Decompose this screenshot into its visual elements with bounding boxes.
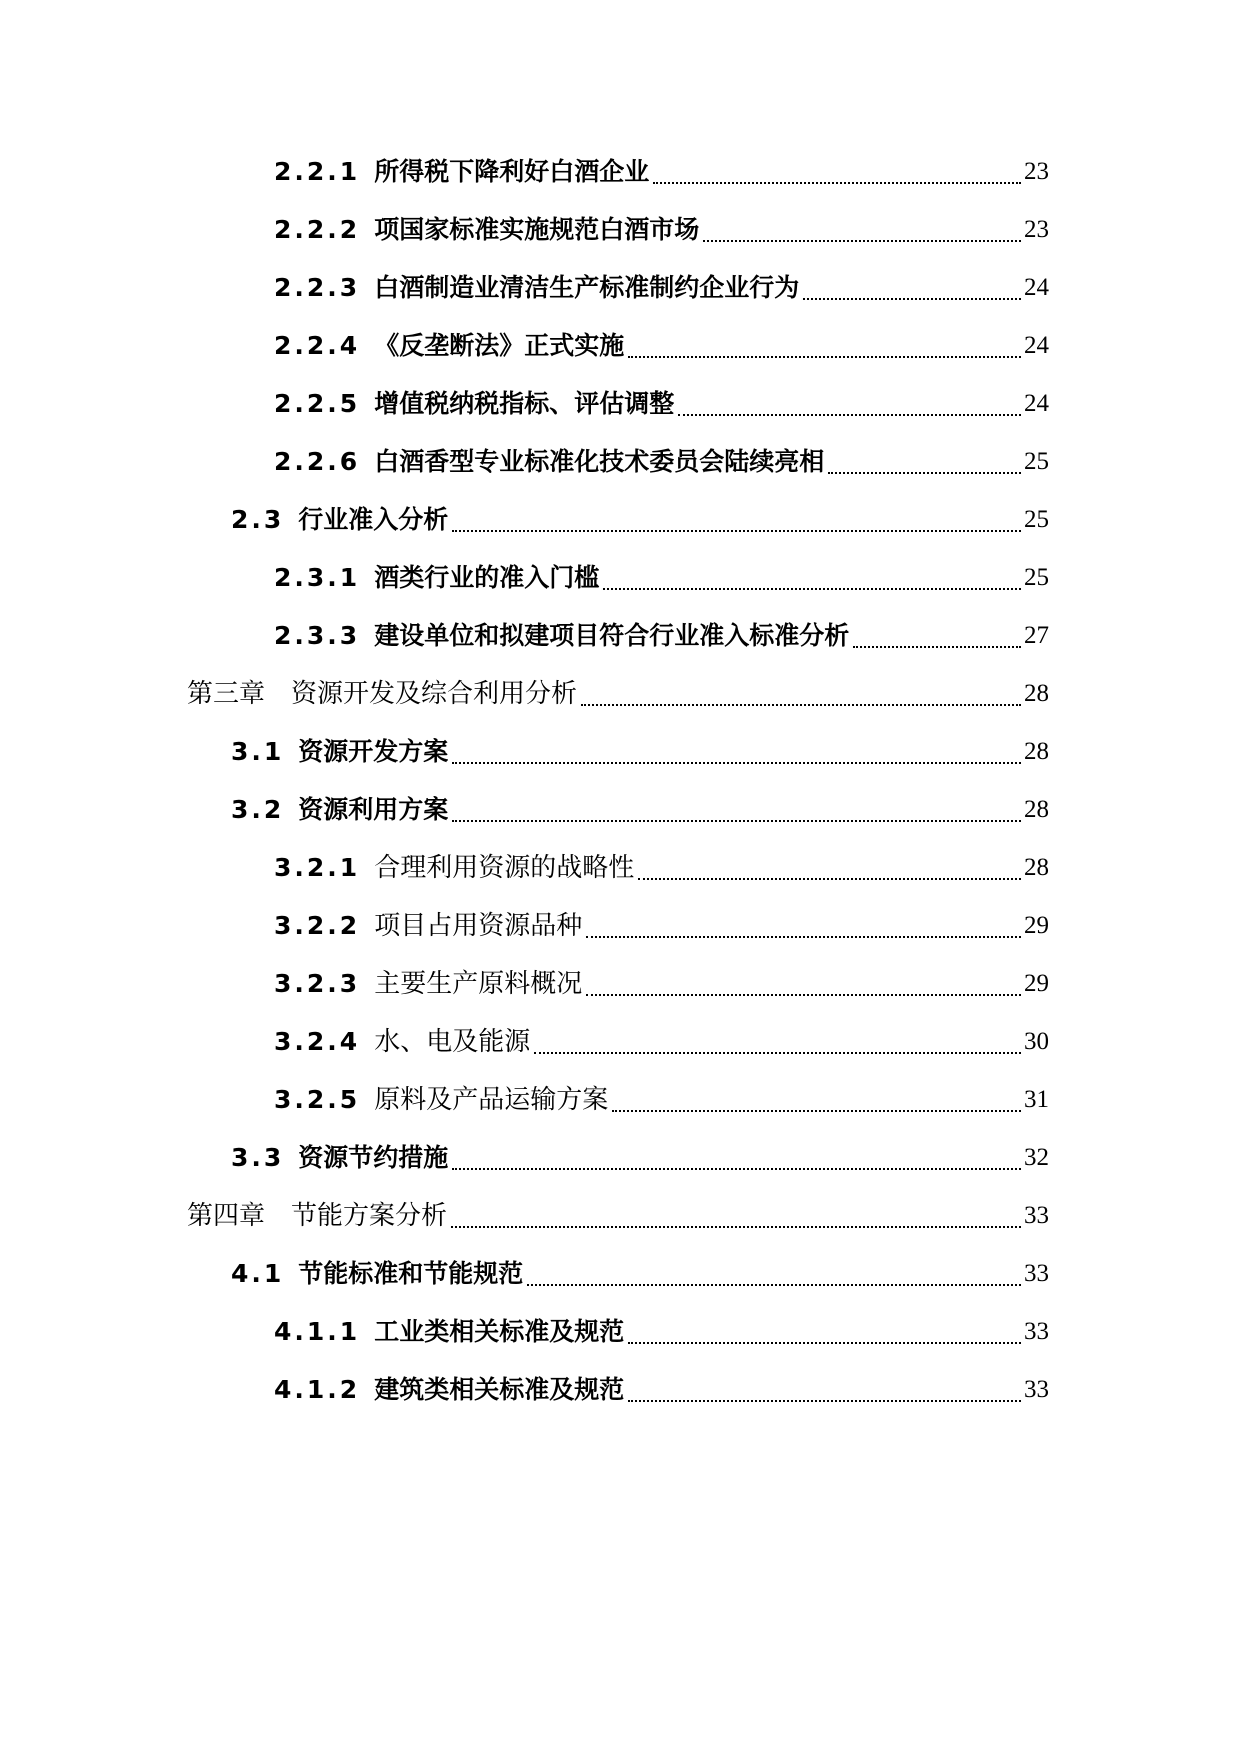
dot-leader (452, 1160, 1021, 1170)
dot-leader (653, 174, 1021, 184)
toc-entry-page: 30 (1024, 1028, 1049, 1055)
dot-leader (581, 696, 1021, 706)
toc-entry-page: 24 (1024, 332, 1049, 359)
toc-entry-page: 28 (1024, 738, 1049, 765)
toc-entry-page: 28 (1024, 854, 1049, 881)
dot-leader (853, 638, 1021, 648)
toc-entry-title: 项目占用资源品种 (374, 911, 583, 941)
toc-entry-page: 29 (1024, 912, 1049, 939)
toc-entry-number: 3.2.4 (274, 1027, 361, 1056)
toc-entry-page: 27 (1024, 622, 1049, 649)
toc-entry-number: 4.1.1 (274, 1317, 361, 1346)
toc-entry-title: 节能标准和节能规范 (298, 1259, 524, 1288)
toc-entry-number: 3.2.2 (274, 911, 361, 940)
dot-leader (628, 1392, 1021, 1402)
toc-entry-number: 2.2.1 (274, 157, 361, 186)
toc-entry-page: 23 (1024, 216, 1049, 243)
toc-entry-page: 24 (1024, 390, 1049, 417)
toc-entry-number: 2.3.3 (274, 621, 361, 650)
toc-entry[interactable] (0, 384, 1241, 424)
dot-leader (586, 986, 1021, 996)
toc-entry-number: 2.2.6 (274, 447, 361, 476)
dot-leader (534, 1044, 1021, 1054)
toc-entry[interactable] (0, 558, 1241, 598)
toc-entry[interactable] (0, 848, 1241, 888)
toc-entry[interactable] (0, 616, 1241, 656)
dot-leader (612, 1102, 1021, 1112)
dot-leader (703, 232, 1021, 242)
toc-entry[interactable] (0, 210, 1241, 250)
toc-entry-number: 3.3 (231, 1143, 285, 1172)
toc-chapter-entry[interactable] (0, 674, 1241, 714)
toc-entry-number: 2.3.1 (274, 563, 361, 592)
dot-leader (452, 812, 1021, 822)
toc-entry-page: 23 (1024, 158, 1049, 185)
toc-entry[interactable] (0, 326, 1241, 366)
toc-entry[interactable] (0, 790, 1241, 830)
toc-entry[interactable] (0, 906, 1241, 946)
toc-entry-page: 33 (1024, 1260, 1049, 1287)
toc-entry-number: 4.1 (231, 1259, 285, 1288)
toc-entry-number: 2.2.4 (274, 331, 361, 360)
dot-leader (628, 348, 1021, 358)
toc-entry[interactable] (0, 964, 1241, 1004)
toc-entry-title: 节能方案分析 (291, 1201, 448, 1231)
toc-entry-title: 建设单位和拟建项目符合行业准入标准分析 (374, 621, 850, 650)
toc-entry[interactable] (0, 268, 1241, 308)
toc-entry-page: 28 (1024, 796, 1049, 823)
toc-entry-page: 25 (1024, 564, 1049, 591)
toc-entry-title: 资源节约措施 (298, 1143, 449, 1172)
dot-leader (452, 522, 1021, 532)
toc-entry[interactable] (0, 1370, 1241, 1410)
toc-entry-title: 酒类行业的准入门槛 (374, 563, 600, 592)
dot-leader (678, 406, 1021, 416)
toc-entry-number: 3.1 (231, 737, 285, 766)
toc-entry[interactable] (0, 152, 1241, 192)
toc-entry-page: 33 (1024, 1202, 1049, 1229)
toc-entry-title: 资源开发方案 (298, 737, 449, 766)
toc-entry-title: 项国家标准实施规范白酒市场 (374, 215, 700, 244)
toc-entry-number: 第三章 (187, 679, 266, 709)
toc-entry-page: 31 (1024, 1086, 1049, 1113)
toc-entry-page: 29 (1024, 970, 1049, 997)
toc-entry-title: 白酒香型专业标准化技术委员会陆续亮相 (374, 447, 825, 476)
dot-leader (603, 580, 1021, 590)
toc-entry-number: 4.1.2 (274, 1375, 361, 1404)
toc-entry-number: 第四章 (187, 1201, 266, 1231)
dot-leader (586, 928, 1021, 938)
toc-entry-page: 25 (1024, 448, 1049, 475)
toc-entry-title: 《反垄断法》正式实施 (374, 331, 625, 360)
toc-entry-number: 3.2 (231, 795, 285, 824)
toc-entry-title: 建筑类相关标准及规范 (374, 1375, 625, 1404)
toc-entry-page: 25 (1024, 506, 1049, 533)
toc-entry[interactable] (0, 442, 1241, 482)
toc-entry-page: 33 (1024, 1318, 1049, 1345)
toc-entry[interactable] (0, 1022, 1241, 1062)
toc-chapter-entry[interactable] (0, 1196, 1241, 1236)
toc-entry[interactable] (0, 732, 1241, 772)
dot-leader (452, 754, 1021, 764)
toc-entry-title: 增值税纳税指标、评估调整 (374, 389, 675, 418)
dot-leader (628, 1334, 1021, 1344)
dot-leader (803, 290, 1021, 300)
toc-entry-page: 33 (1024, 1376, 1049, 1403)
toc-entry[interactable] (0, 1254, 1241, 1294)
toc-entry-title: 合理利用资源的战略性 (374, 853, 635, 883)
toc-entry-page: 24 (1024, 274, 1049, 301)
toc-entry[interactable] (0, 1138, 1241, 1178)
toc-entry-number: 2.3 (231, 505, 285, 534)
dot-leader (527, 1276, 1021, 1286)
toc-entry[interactable] (0, 1080, 1241, 1120)
toc-entry-number: 2.2.2 (274, 215, 361, 244)
toc-entry-page: 32 (1024, 1144, 1049, 1171)
toc-entry-number: 3.2.3 (274, 969, 361, 998)
dot-leader (451, 1218, 1021, 1228)
toc-entry-title: 水、电及能源 (374, 1027, 531, 1057)
toc-entry-title: 工业类相关标准及规范 (374, 1317, 625, 1346)
toc-entry-title: 白酒制造业清洁生产标准制约企业行为 (374, 273, 800, 302)
toc-entry-number: 3.2.5 (274, 1085, 361, 1114)
toc-entry[interactable] (0, 500, 1241, 540)
toc-entry-page: 28 (1024, 680, 1049, 707)
toc-entry-title: 行业准入分析 (298, 505, 449, 534)
toc-entry-title: 资源利用方案 (298, 795, 449, 824)
toc-entry-title: 原料及产品运输方案 (374, 1085, 609, 1115)
dot-leader (828, 464, 1021, 474)
toc-entry[interactable] (0, 1312, 1241, 1352)
toc-entry-number: 2.2.3 (274, 273, 361, 302)
toc-entry-number: 2.2.5 (274, 389, 361, 418)
toc-entry-number: 3.2.1 (274, 853, 361, 882)
dot-leader (638, 870, 1021, 880)
toc-entry-title: 资源开发及综合利用分析 (291, 679, 578, 709)
toc-entry-title: 主要生产原料概况 (374, 969, 583, 999)
toc-entry-title: 所得税下降利好白酒企业 (374, 157, 650, 186)
